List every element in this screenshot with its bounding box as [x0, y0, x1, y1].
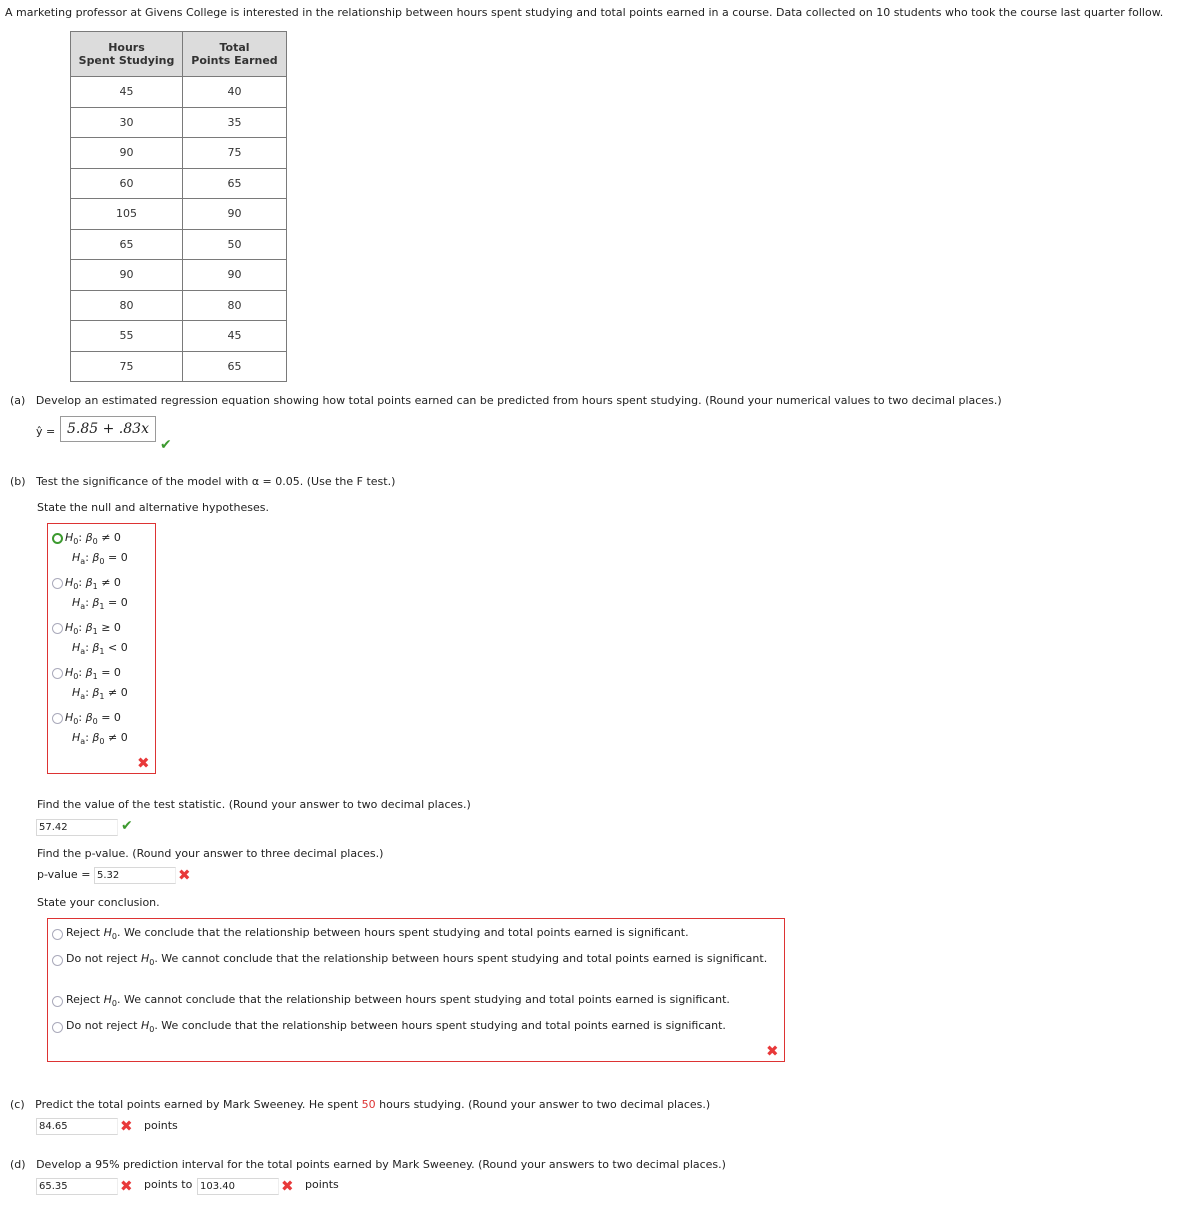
table-row	[71, 229, 287, 260]
cell-points: 40	[183, 77, 287, 108]
incorrect-x-icon: ✖	[766, 1042, 779, 1060]
cell-hours: 75	[71, 351, 183, 382]
part-c-question: (c) Predict the total points earned by Mark Sweeney. He spent 50 hours studying. (Round your answer to two decimal places.)	[10, 1098, 711, 1111]
header-hours: Hours Spent Studying	[71, 32, 183, 77]
incorrect-x-icon: ✖	[120, 1177, 133, 1195]
table-row	[71, 77, 287, 108]
points-to-label: points to	[144, 1178, 193, 1191]
incorrect-x-icon: ✖	[178, 866, 191, 884]
hypothesis-radio[interactable]	[52, 668, 63, 679]
incorrect-x-icon: ✖	[120, 1117, 133, 1135]
conclusion-option: Do not reject $H_0$. We conclude that the relationship between hours spent studying and total points earned is significant.	[66, 1019, 726, 1035]
hypothesis-radio[interactable]	[52, 533, 63, 544]
table-row	[71, 290, 287, 321]
null-hypothesis: $H_0$: $\beta_1 = 0$	[65, 666, 121, 682]
table-row	[71, 107, 287, 138]
alternative-hypothesis: $H_a$: $\beta_0 \ne 0$	[72, 731, 128, 747]
cell-hours: 45	[71, 77, 183, 108]
null-hypothesis: $H_0$: $\beta_0 \ne 0$	[65, 531, 121, 547]
table-row	[71, 321, 287, 352]
conclusion-option: Reject $H_0$. We conclude that the relationship between hours spent studying and total points earned is significant.	[66, 926, 689, 942]
test-stat-input[interactable]: 57.42	[36, 819, 118, 836]
cell-hours: 80	[71, 290, 183, 321]
cell-hours: 30	[71, 107, 183, 138]
cell-points: 45	[183, 321, 287, 352]
problem-intro: A marketing professor at Givens College is interested in the relationship between hours spent studying and total points earned in a course. Data collected on 10 students who took the course last quarter follow.	[5, 6, 1164, 19]
conclusion-radio[interactable]	[52, 1022, 63, 1033]
interval-lower-input[interactable]: 65.35	[36, 1178, 118, 1195]
cell-hours: 60	[71, 168, 183, 199]
null-hypothesis: $H_0$: $\beta_0 = 0$	[65, 711, 121, 727]
table-row	[71, 260, 287, 291]
points-unit: points	[305, 1178, 339, 1191]
cell-points: 80	[183, 290, 287, 321]
interval-upper-input[interactable]: 103.40	[197, 1178, 279, 1195]
correct-check-icon: ✔	[121, 818, 133, 834]
cell-points: 90	[183, 199, 287, 230]
cell-hours: 65	[71, 229, 183, 260]
null-hypothesis: $H_0$: $\beta_1 \ne 0$	[65, 576, 121, 592]
yhat-label: ŷ =	[36, 425, 56, 438]
incorrect-x-icon: ✖	[281, 1177, 294, 1195]
null-hypothesis: $H_0$: $\beta_1 \ge 0$	[65, 621, 121, 637]
alternative-hypothesis: $H_a$: $\beta_1 < 0$	[72, 641, 128, 657]
cell-hours: 105	[71, 199, 183, 230]
alternative-hypothesis: $H_a$: $\beta_0 = 0$	[72, 551, 128, 567]
part-a-question: (a) Develop an estimated regression equation showing how total points earned can be predicted from hours spent studying. (Round your numerical values to two decimal places.)	[10, 394, 1002, 407]
cell-hours: 90	[71, 138, 183, 169]
regression-answer-box[interactable]: 5.85 + .83x	[60, 416, 156, 442]
header-points: Total Points Earned	[183, 32, 287, 77]
conclusion-prompt: State your conclusion.	[37, 896, 160, 909]
cell-hours: 90	[71, 260, 183, 291]
conclusion-option: Reject $H_0$. We cannot conclude that the relationship between hours spent studying and total points earned is significant.	[66, 993, 730, 1009]
prediction-input[interactable]: 84.65	[36, 1118, 118, 1135]
cell-points: 65	[183, 351, 287, 382]
hypothesis-radio[interactable]	[52, 578, 63, 589]
cell-points: 75	[183, 138, 287, 169]
conclusion-radio[interactable]	[52, 996, 63, 1007]
cell-points: 35	[183, 107, 287, 138]
cell-points: 50	[183, 229, 287, 260]
cell-points: 65	[183, 168, 287, 199]
hypotheses-prompt: State the null and alternative hypotheses.	[37, 501, 269, 514]
conclusion-radio[interactable]	[52, 929, 63, 940]
test-stat-prompt: Find the value of the test statistic. (Round your answer to two decimal places.)	[37, 798, 471, 811]
part-d-question: (d) Develop a 95% prediction interval for the total points earned by Mark Sweeney. (Round your answers to two decimal places.)	[10, 1158, 726, 1171]
data-table	[70, 31, 287, 382]
alternative-hypothesis: $H_a$: $\beta_1 \ne 0$	[72, 686, 128, 702]
table-row	[71, 168, 287, 199]
incorrect-x-icon: ✖	[137, 754, 150, 772]
pvalue-prompt: Find the p-value. (Round your answer to three decimal places.)	[37, 847, 384, 860]
alternative-hypothesis: $H_a$: $\beta_1 = 0$	[72, 596, 128, 612]
points-unit: points	[144, 1119, 178, 1132]
cell-hours: 55	[71, 321, 183, 352]
part-b-question: (b) Test the significance of the model with α = 0.05. (Use the F test.)	[10, 475, 396, 488]
table-row	[71, 138, 287, 169]
hypothesis-radio[interactable]	[52, 713, 63, 724]
pvalue-input[interactable]: 5.32	[94, 867, 176, 884]
pvalue-label: p-value =	[37, 868, 91, 881]
table-row	[71, 351, 287, 382]
conclusion-radio[interactable]	[52, 955, 63, 966]
correct-check-icon: ✔	[160, 437, 172, 453]
table-row	[71, 199, 287, 230]
conclusion-option: Do not reject $H_0$. We cannot conclude that the relationship between hours spent studying and total points earned is significant.	[66, 952, 768, 968]
cell-points: 90	[183, 260, 287, 291]
hypothesis-radio[interactable]	[52, 623, 63, 634]
